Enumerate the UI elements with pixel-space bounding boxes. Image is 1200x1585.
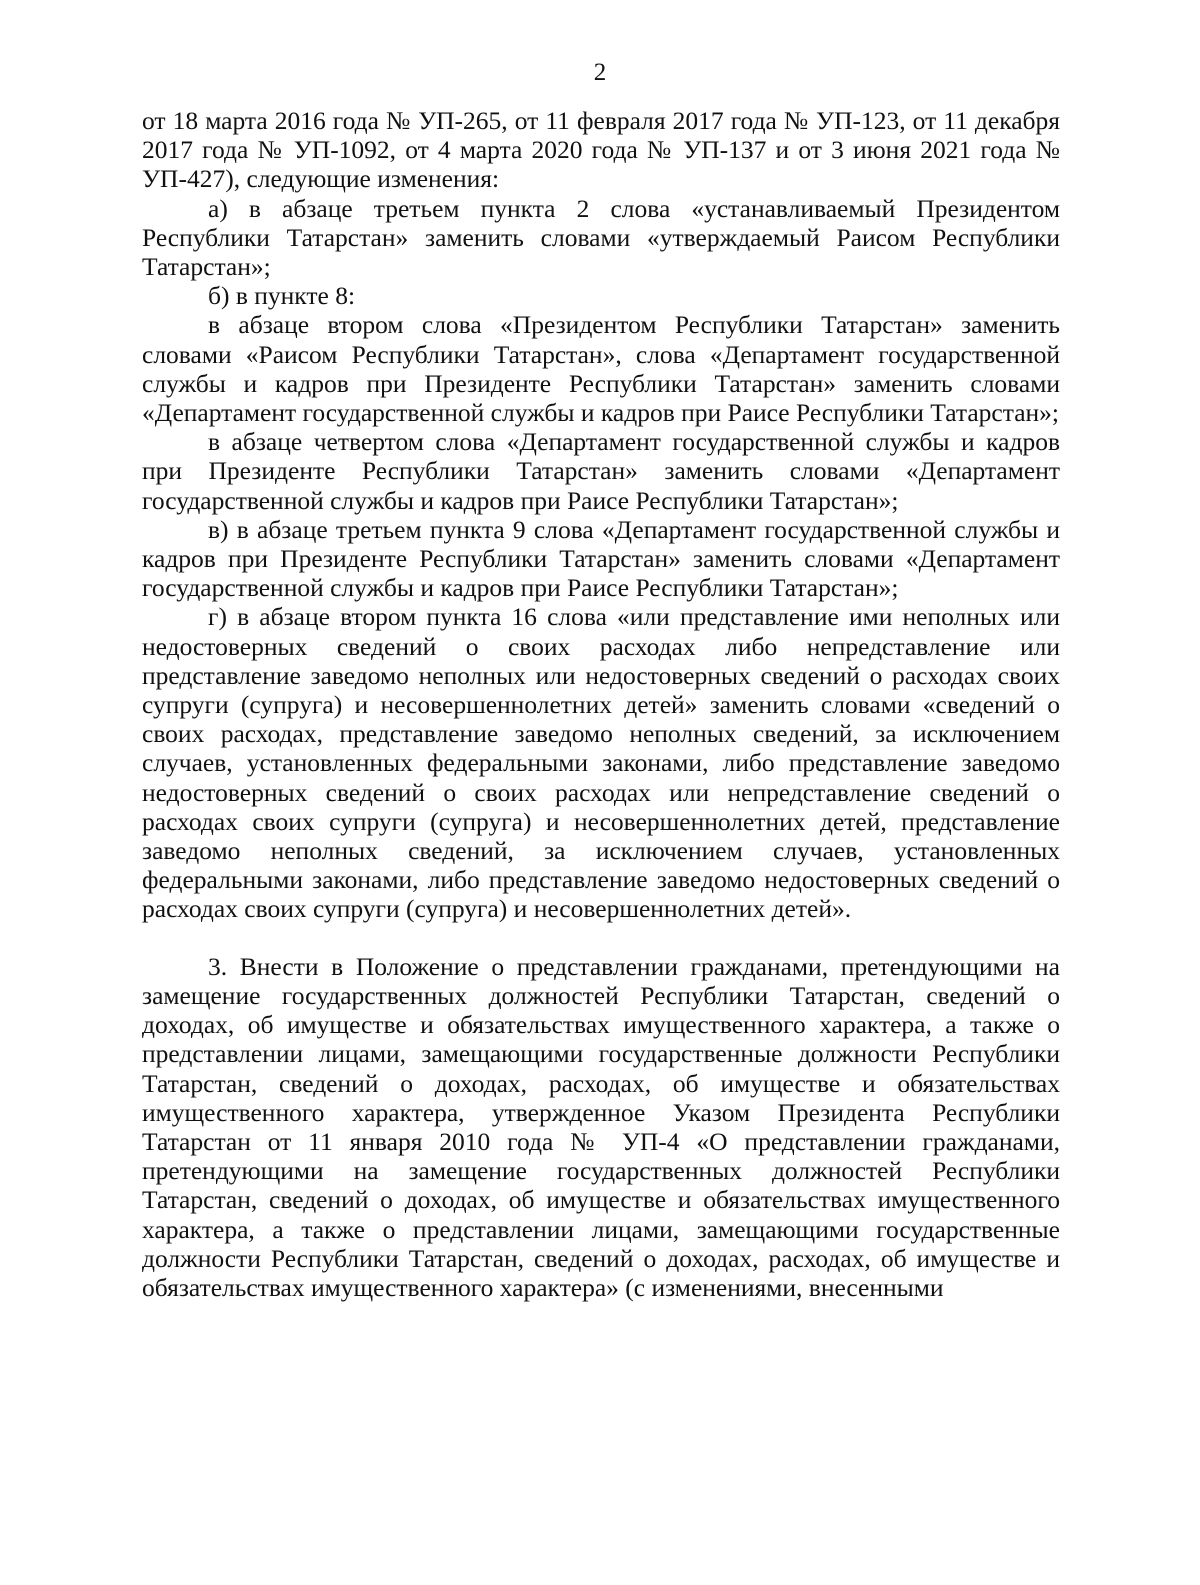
paragraph-item-b-fourth-abzac: в абзаце четвертом слова «Департамент государственной службы и кадров при Президенте Республики Татарстан» заменить словами «Департамент государственной службы и кадров при Раисе Республики Татарстан»; bbox=[142, 427, 1060, 515]
paragraph-item-g: г) в абзаце втором пункта 16 слова «или представление ими неполных или недостоверных сведений о своих расходах либо непредставление или представление заведомо неполных или недостоверных сведений о расходах своих супруги (супруга) и несовершеннолетних детей» заменить словами «сведений о своих расходах, представление заведомо неполных сведений, за исключением случаев, установленных федеральными законами, либо представление заведомо недостоверных сведений о своих расходах или непредставление сведений о расходах своих супруги (супруга) и несовершеннолетних детей, представление заведомо неполных сведений, за исключением случаев, установленных федеральными законами, либо представление заведомо недостоверных сведений о расходах своих супруги (супруга) и несовершеннолетних детей». bbox=[142, 602, 1060, 924]
document-body bbox=[142, 106, 1060, 1302]
paragraph-section-3: 3. Внести в Положение о представлении гражданами, претендующими на замещение государственных должностей Республики Татарстан, сведений о доходах, об имуществе и обязательствах имущественного характера, а также о представлении лицами, замещающими государственные должности Республики Татарстан, сведений о доходах, расходах, об имуществе и обязательствах имущественного характера, утвержденное Указом Президента Республики Татарстан от 11 января 2010 года № УП-4 «О представлении гражданами, претендующими на замещение государственных должностей Республики Татарстан, сведений о доходах, об имуществе и обязательствах имущественного характера, а также о представлении лицами, замещающими государственные должности Республики Татарстан, сведений о доходах, расходах, об имуществе и обязательствах имущественного характера» (с изменениями, внесенными bbox=[142, 951, 1060, 1302]
paragraph-item-v: в) в абзаце третьем пункта 9 слова «Департамент государственной службы и кадров при Президенте Республики Татарстан» заменить словами «Департамент государственной службы и кадров при Раисе Республики Татарстан»; bbox=[142, 514, 1060, 603]
paragraph-item-b-second-abzac: в абзаце втором слова «Президентом Республики Татарстан» заменить словами «Раисом Республики Татарстан», слова «Департамент государственной службы и кадров при Президенте Республики Татарстан» заменить словами «Департамент государственной службы и кадров при Раисе Республики Татарстан»; bbox=[142, 310, 1060, 428]
page-number: 2 bbox=[593, 59, 607, 86]
paragraph-item-a: а) в абзаце третьем пункта 2 слова «устанавливаемый Президентом Республики Татарстан» заменить словами «утверждаемый Раисом Республики Татарстан»; bbox=[142, 193, 1060, 282]
paragraph-item-b: б) в пункте 8: bbox=[208, 281, 356, 311]
paragraph-continuation: от 18 марта 2016 года № УП-265, от 11 февраля 2017 года № УП-123, от 11 декабря 2017 года № УП-1092, от 4 марта 2020 года № УП-137 и от 3 июня 2021 года № УП-427), следующие изменения: bbox=[142, 106, 1060, 194]
